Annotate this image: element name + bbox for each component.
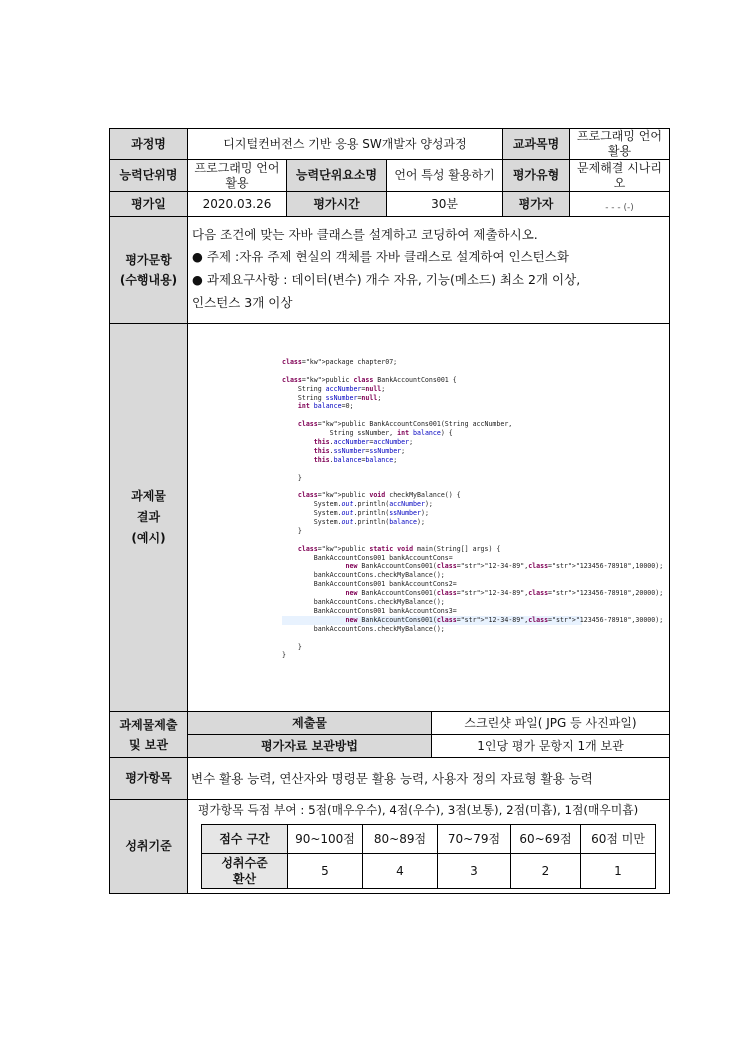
course-value: 디지털컨버전스 기반 응용 SW개발자 양성과정 [187,128,503,160]
question-line: 인스턴스 3개 이상 [192,295,293,310]
question-content [187,216,670,324]
submit-label: 제출물 [187,711,432,735]
code-line: bankAccountCons.checkMyBalance(); [282,598,445,607]
level-value: 2 [510,853,581,889]
code-line: this.accNumber=accNumber; [313,438,414,447]
result-label-line1: 과제물 [131,489,166,503]
score-range: 60점 미만 [580,824,656,854]
time-value: 30분 [386,191,503,217]
code-line: System.out.println(balance); [282,518,425,527]
unit-label: 능력단위명 [109,159,188,192]
question-line: ● 주제 :자유 주제 현실의 객체를 자바 클래스로 설계하여 인스턴스화 [192,249,569,264]
score-header: 점수 구간 [201,824,288,854]
code-screenshot [282,358,664,660]
code-line: class="kw">package chapter07; [282,358,398,366]
element-value: 언어 특성 활용하기 [386,159,503,192]
code-line [282,411,582,420]
score-range: 70~79점 [437,824,511,854]
code-line: bankAccountCons.checkMyBalance(); [282,571,445,580]
type-label: 평가유형 [502,159,570,192]
question-line: ● 과제요구사항 : 데이터(변수) 개수 자유, 기능(메소드) 최소 2개 이상, [192,272,581,287]
level-value: 5 [287,853,363,889]
question-label-line1: 평가문항 [125,253,172,267]
date-value: 2020.03.26 [187,191,287,217]
criteria-description: 평가항목 득점 부여 : 5점(매우우수), 4점(우수), 3점(보통), 2점(미흡), 1점(매우미흡) [198,803,639,817]
result-label-line2: 결과 [136,510,161,524]
element-label: 능력단위요소명 [286,159,387,192]
submission-label [109,711,188,758]
level-value: 3 [437,853,511,889]
level-header-line1: 성취수준 [221,856,268,870]
score-range: 60~69점 [510,824,581,854]
level-header [201,853,288,889]
code-line: String ssNumber=null; [282,393,382,402]
question-label-line2: (수행내용) [119,273,178,287]
evaluator-value: - - - (-) [569,191,670,217]
code-line [282,367,582,376]
submission-label-line1: 과제물제출 [119,717,178,732]
code-line: class="kw">public void checkMyBalance() { [297,491,461,500]
evaluator-label: 평가자 [502,191,570,217]
score-range: 90~100점 [287,824,363,854]
code-line: BankAccountCons001 bankAccountCons= [282,553,453,562]
code-line: class="kw">public class BankAccountCons001 { [282,375,457,384]
type-value: 문제해결 시나리오 [569,159,670,192]
question-line: 다음 조건에 맞는 자바 클래스를 설계하고 코딩하여 제출하시오. [192,227,538,242]
code-line: bankAccountCons.checkMyBalance(); [282,624,445,633]
question-label [109,216,188,324]
score-range: 80~89점 [362,824,438,854]
level-value: 1 [580,853,656,889]
code-line: } [282,473,302,482]
criteria-label: 성취기준 [109,799,188,894]
code-line: System.out.println(accNumber); [282,500,433,509]
submission-label-line2: 및 보관 [129,737,168,752]
code-line [282,536,582,545]
level-value: 4 [362,853,438,889]
subject-label: 교과목명 [502,128,570,160]
level-header-line2: 환산 [232,872,257,886]
code-line [282,634,582,643]
code-line: this.balance=balance; [313,455,398,464]
result-label-line3: (예시) [131,531,166,545]
code-line: System.out.println(ssNumber); [282,509,429,518]
items-label: 평가항목 [109,757,188,800]
code-line [282,482,582,491]
keep-label: 평가자료 보관방법 [187,734,432,758]
code-line: class="kw">public BankAccountCons001(String accNumber, [297,420,513,429]
code-line: BankAccountCons001 bankAccountCons3= [282,606,457,615]
code-line: } [282,651,286,660]
keep-value: 1인당 평가 문항지 1개 보관 [431,734,670,758]
code-line: class="kw">public static void main(String[] args) { [297,544,501,553]
code-line: BankAccountCons001 bankAccountCons2= [282,580,457,589]
submit-value: 스크린샷 파일( JPG 등 사진파일) [431,711,670,735]
unit-value: 프로그래밍 언어 활용 [187,159,287,192]
code-line [282,465,582,474]
code-line: int balance=0; [297,402,354,411]
code-line: new BankAccountCons001(class="str">"12-34-89",class="str">"123456-78910",10000); [345,562,664,571]
result-label [109,323,188,712]
date-label: 평가일 [109,191,188,217]
subject-value: 프로그래밍 언어 활용 [569,128,670,160]
code-line: new BankAccountCons001(class="str">"12-34-89",class="str">"123456-78910",30000); [282,616,582,625]
code-line: String ssNumber, int balance) { [282,429,453,438]
course-label: 과정명 [109,128,188,160]
items-value: 변수 활용 능력, 연산자와 명령문 활용 능력, 사용자 정의 자료형 활용 능력 [187,757,670,800]
code-line: new BankAccountCons001(class="str">"12-34-89",class="str">"123456-78910",20000); [345,589,664,598]
code-line: this.ssNumber=ssNumber; [313,446,406,455]
code-line: } [282,526,302,535]
code-line: } [282,642,302,651]
time-label: 평가시간 [286,191,387,217]
code-line: String accNumber=null; [282,384,386,393]
